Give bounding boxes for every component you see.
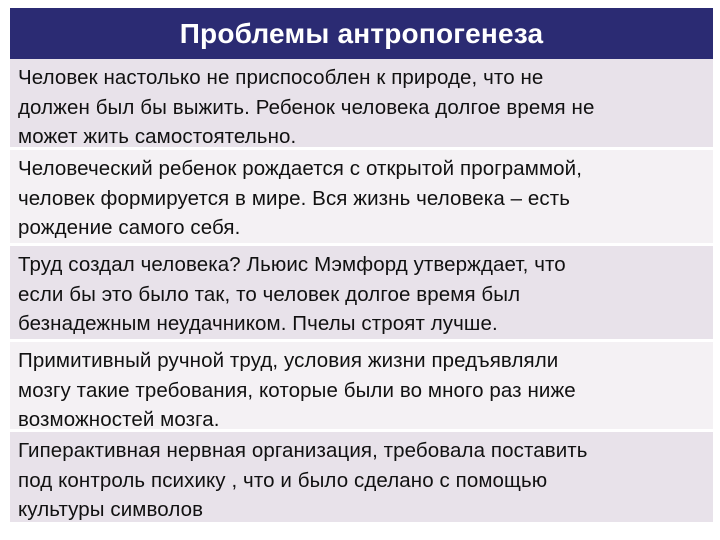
row-2-line-3: рождение самого себя.	[18, 216, 241, 239]
table-row-2	[10, 150, 713, 246]
row-2-line-1: Человеческий ребенок рождается с открытой программой,	[18, 157, 583, 180]
table-row-3	[10, 246, 713, 342]
row-1-line-1: Человек настолько не приспособлен к природе, что не	[18, 66, 544, 89]
row-3-line-1: Труд создал человека? Льюис Мэмфорд утверждает, что	[18, 253, 566, 276]
row-1-line-2: должен был бы выжить. Ребенок человека долгое время не	[18, 95, 595, 119]
row-2-line-2: человек формируется в мире. Вся жизнь человека – есть	[18, 186, 571, 210]
row-4-line-3: возможностей мозга.	[18, 408, 220, 431]
table-row-1	[10, 59, 713, 150]
content-table	[10, 59, 713, 525]
row-4-line-1: Примитивный ручной труд, условия жизни предъявляли	[18, 349, 559, 372]
slide-title: Проблемы антропогенеза	[10, 8, 713, 59]
row-5-line-3: культуры символов	[18, 498, 204, 521]
table-row-5	[10, 432, 713, 525]
row-4-line-2: мозгу такие требования, которые были во много раз ниже	[18, 378, 576, 402]
row-5-line-1: Гиперактивная нервная организация, требовала поставить	[18, 439, 588, 462]
row-3-line-3: безнадежным неудачником. Пчелы строят лучше.	[18, 312, 498, 335]
row-1-line-3: может жить самостоятельно.	[18, 125, 297, 148]
row-5-line-2: под контроль психику , что и было сделано с помощью	[18, 468, 548, 492]
row-3-line-2: если бы это было так, то человек долгое время был	[18, 282, 521, 306]
table-row-4	[10, 342, 713, 432]
